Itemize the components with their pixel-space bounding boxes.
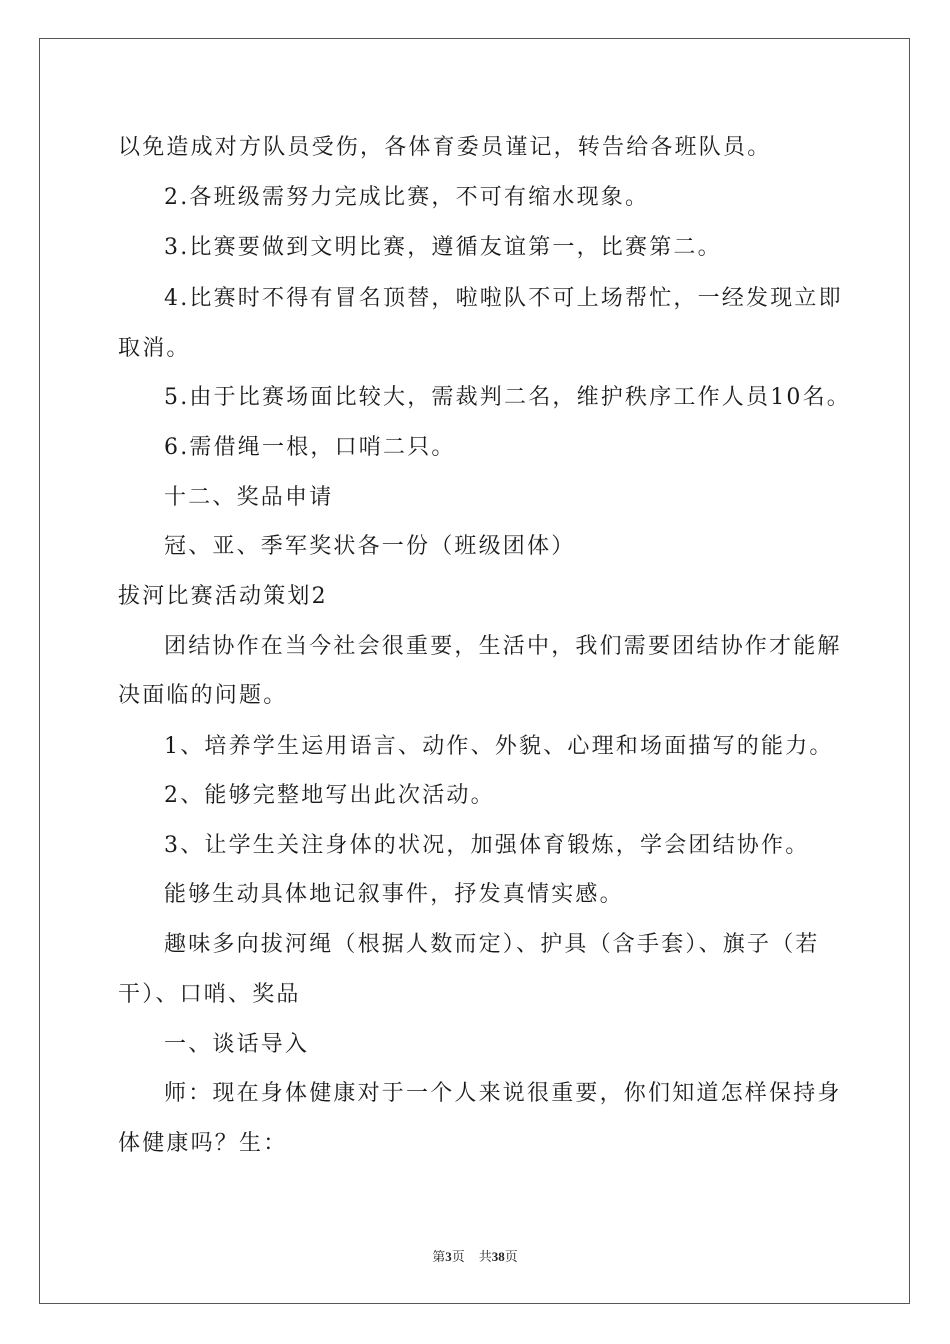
text-line: 能够生动具体地记叙事件，抒发真情实感。 [164,882,624,907]
text-line: 师：现在身体健康对于一个人来说很重要，你们知道怎样保持身 [164,1081,842,1106]
page-border [39,38,910,1304]
footer-total-prefix: 共 [478,1249,492,1264]
footer-total-suffix: 页 [504,1249,518,1264]
footer-page-suffix: 页 [451,1249,465,1264]
text-line: 5.由于比赛场面比较大，需裁判二名，维护秩序工作人员10名。 [164,385,851,410]
text-line: 干）、口哨、奖品 [118,982,301,1007]
footer-page-number: 3 [445,1249,452,1264]
footer-total-pages: 38 [491,1249,505,1264]
text-line: 6.需借绳一根，口哨二只。 [164,435,456,460]
text-line: 2.各班级需努力完成比赛，不可有缩水现象。 [164,185,650,210]
text-line: 冠、亚、季军奖状各一份（班级团体） [164,534,576,559]
text-line: 团结协作在当今社会很重要，生活中，我们需要团结协作才能解 [164,634,842,659]
text-line: 4.比赛时不得有冒名顶替，啦啦队不可上场帮忙，一经发现立即 [164,286,843,311]
text-line: 以免造成对方队员受伤，各体育委员谨记，转告给各班队员。 [118,135,772,160]
document-title: 拔河比赛活动策划2 [118,584,328,609]
section-heading: 十二、奖品申请 [164,485,334,510]
footer-page-prefix: 第 [432,1249,446,1264]
text-line: 决面临的问题。 [118,683,288,708]
text-line: 3.比赛要做到文明比赛，遵循友谊第一，比赛第二。 [164,235,722,260]
text-line: 3、让学生关注身体的状况，加强体育锻炼，学会团结协作。 [164,833,810,858]
text-line: 取消。 [118,336,191,361]
text-line: 体健康吗？生： [118,1131,288,1156]
text-line: 2、能够完整地写出此次活动。 [164,783,495,808]
text-line: 1、培养学生运用语言、动作、外貌、心理和场面描写的能力。 [164,734,834,759]
section-heading: 一、谈话导入 [164,1032,310,1057]
text-line: 趣味多向拔河绳（根据人数而定）、护具（含手套）、旗子（若 [164,932,820,957]
page-footer [0,1248,950,1266]
